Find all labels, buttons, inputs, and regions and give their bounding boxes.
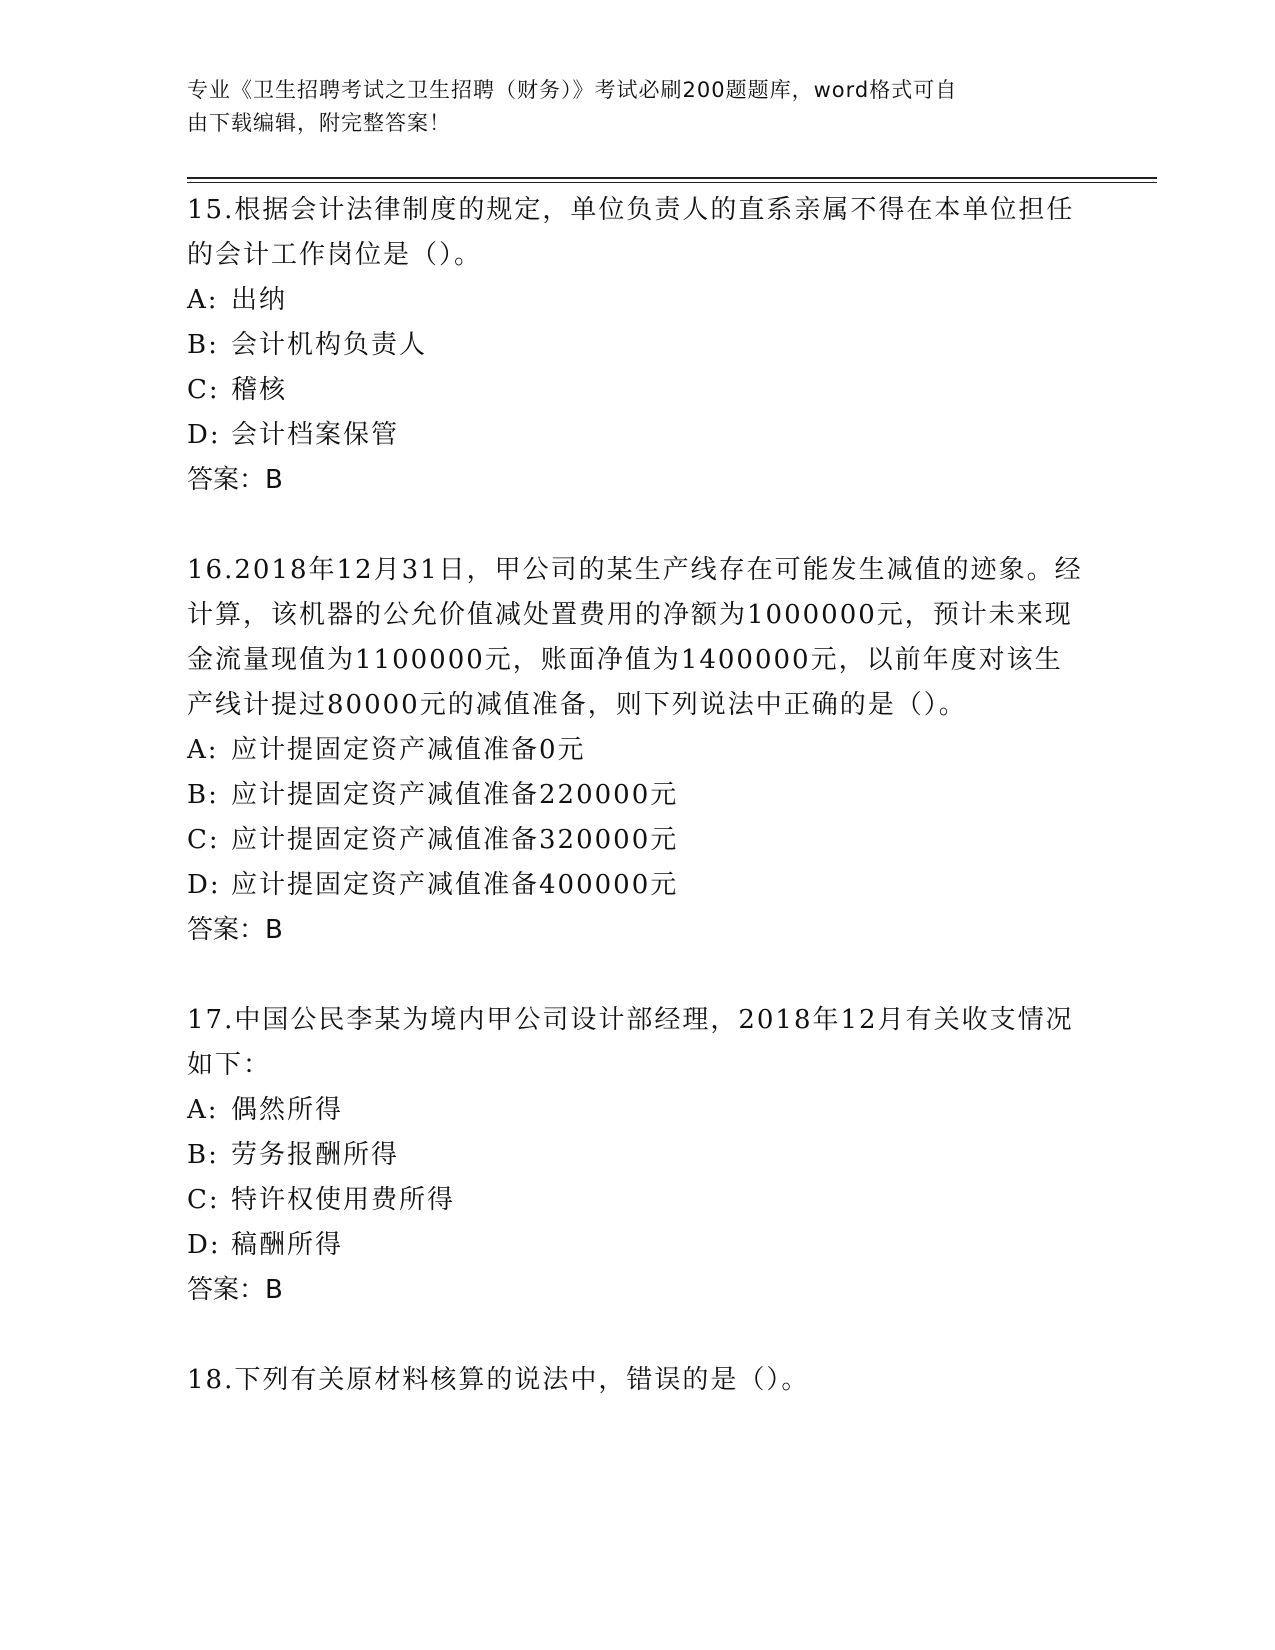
header-divider-thin <box>187 182 1157 183</box>
question-17 <box>187 998 1087 1313</box>
option-text: 会计档案保管 <box>231 420 400 450</box>
option-b <box>187 1133 1087 1178</box>
answer: 答案：B <box>187 1275 283 1305</box>
option-text: 应计提固定资产减值准备220000元 <box>231 780 679 810</box>
document-header <box>187 74 1087 140</box>
option-a <box>187 1088 1087 1133</box>
question-15 <box>187 188 1087 503</box>
spacer <box>187 1313 1087 1358</box>
option-b <box>187 323 1087 368</box>
option-letter: D: <box>187 420 221 450</box>
header-divider-thick <box>187 177 1157 179</box>
option-letter: C: <box>187 1185 220 1215</box>
option-c <box>187 368 1087 413</box>
option-letter: D: <box>187 1230 221 1260</box>
option-text: 稽核 <box>231 375 288 405</box>
answer: 答案：B <box>187 465 283 495</box>
option-text: 特许权使用费所得 <box>231 1185 456 1215</box>
option-letter: A: <box>187 285 219 315</box>
option-letter: C: <box>187 825 220 855</box>
spacer <box>187 953 1087 998</box>
answer: 答案：B <box>187 915 283 945</box>
header-line-1: 专业《卫生招聘考试之卫生招聘（财务）》考试必刷200题题库，word格式可自 <box>187 78 958 102</box>
question-16 <box>187 548 1087 953</box>
option-a <box>187 278 1087 323</box>
option-text: 应计提固定资产减值准备400000元 <box>231 870 679 900</box>
question-text: 16.2018年12月31日，甲公司的某生产线存在可能发生减值的迹象。经计算，该机器的公允价值减处置费用的净额为1000000元，预计未来现金流量现值为1100000元，账面净值为1400000元，以前年度对该生产线计提过80000元的减值准备，则下列说法中正确的是（）。 <box>187 555 1083 720</box>
option-letter: A: <box>187 735 219 765</box>
option-a <box>187 728 1087 773</box>
option-c <box>187 818 1087 863</box>
option-text: 劳务报酬所得 <box>231 1140 400 1170</box>
option-letter: D: <box>187 870 221 900</box>
option-d <box>187 413 1087 458</box>
header-line-2: 由下载编辑，附完整答案！ <box>187 111 451 135</box>
option-text: 应计提固定资产减值准备0元 <box>231 735 586 765</box>
question-text: 15.根据会计法律制度的规定，单位负责人的直系亲属不得在本单位担任的会计工作岗位是（）。 <box>187 195 1075 270</box>
option-text: 稿酬所得 <box>231 1230 344 1260</box>
option-d <box>187 863 1087 908</box>
option-letter: B: <box>187 330 219 360</box>
option-d <box>187 1223 1087 1268</box>
option-letter: A: <box>187 1095 219 1125</box>
spacer <box>187 503 1087 548</box>
option-text: 会计机构负责人 <box>231 330 428 360</box>
question-text: 18.下列有关原材料核算的说法中，错误的是（）。 <box>187 1365 810 1395</box>
option-c <box>187 1178 1087 1223</box>
option-letter: B: <box>187 780 219 810</box>
option-b <box>187 773 1087 818</box>
option-text: 出纳 <box>231 285 288 315</box>
option-text: 应计提固定资产减值准备320000元 <box>231 825 679 855</box>
question-text: 17.中国公民李某为境内甲公司设计部经理，2018年12月有关收支情况如下： <box>187 1005 1074 1080</box>
option-letter: C: <box>187 375 220 405</box>
option-text: 偶然所得 <box>231 1095 344 1125</box>
question-list <box>187 188 1087 1403</box>
question-18 <box>187 1358 1087 1403</box>
option-letter: B: <box>187 1140 219 1170</box>
